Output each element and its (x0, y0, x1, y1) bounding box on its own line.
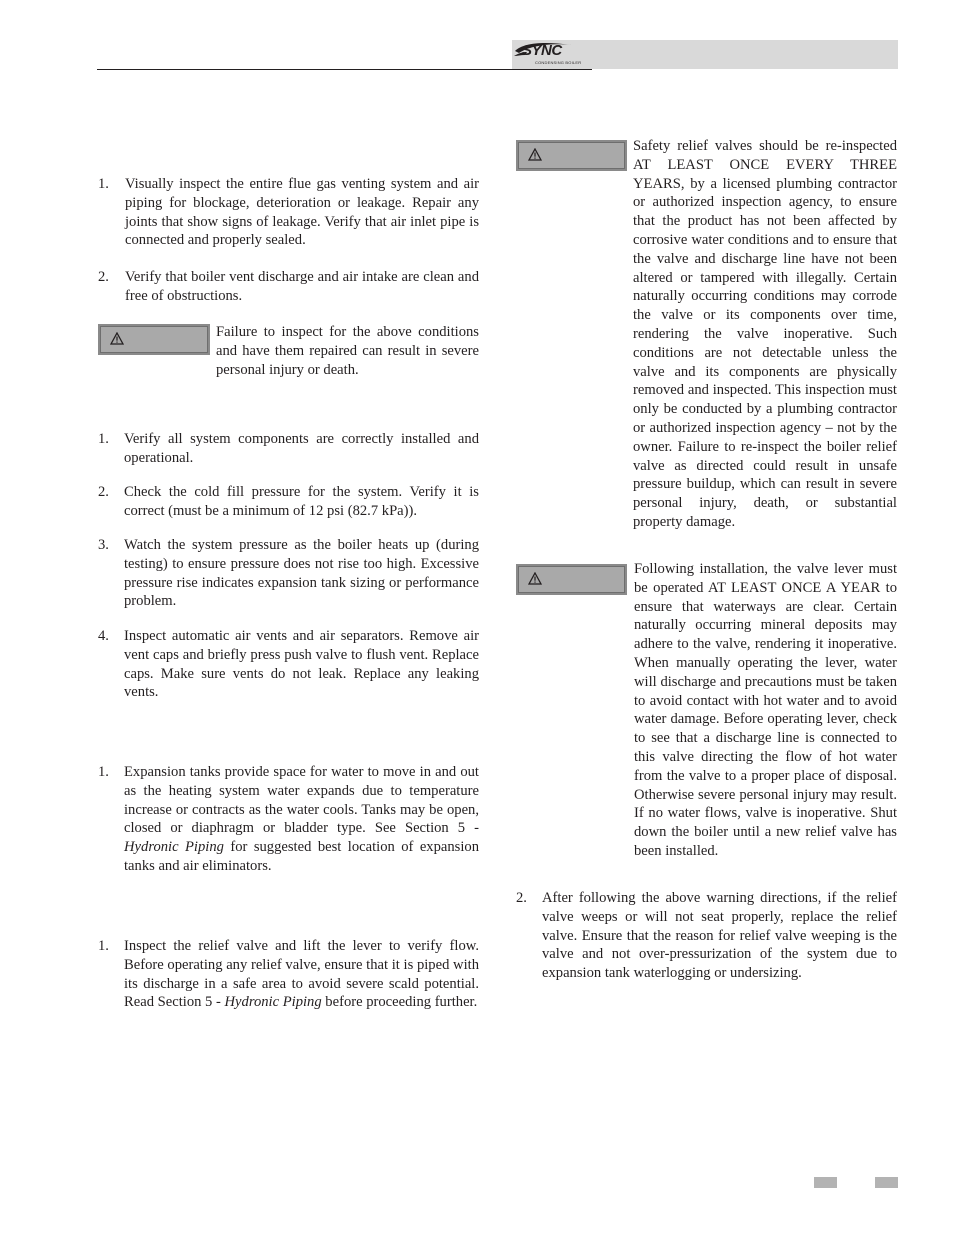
list-number: 2. (98, 484, 109, 500)
warning-label (516, 140, 627, 171)
text-part: for suggested best location of expansion tanks and air eliminators. (124, 839, 480, 874)
list-item: Watch the system pressure as the boiler heats up (during testing) to ensure pressure does not rise too high. Excessive pressure rise indicates expansion tank sizing or performance problem. (124, 537, 479, 610)
list-item (124, 763, 479, 876)
list-number: 1. (98, 176, 109, 192)
section-reference: Hydronic Piping (224, 994, 322, 1011)
list-number: 2. (516, 890, 527, 906)
text-part: before proceeding further. (321, 994, 478, 1011)
list-number: 1. (98, 938, 109, 954)
warning-triangle-icon (528, 148, 542, 161)
warning-text: Following installation, the valve lever must be operated AT LEAST ONCE A YEAR to ensure that waterways are clear. Certain naturally occurring mineral deposits may adhere to the valve, rendering it inoperative. When manually operating the lever, water will discharge and precautions must be taken to avoid contact with hot water and to avoid water damage. Before operating lever, check to see that a discharge line is connected to this valve directing the flow of hot water from the valve to a proper place of disposal. Otherwise severe personal injury may result. If no water flows, valve is inoperative. Shut down the boiler until a new relief valve has been installed. (634, 561, 897, 859)
list-number: 2. (98, 269, 109, 285)
list-item: Check the cold fill pressure for the system. Verify it is correct (must be a minimum of 12 psi (82.7 kPa)). (124, 484, 479, 519)
list-item (124, 937, 479, 1012)
warning-text: Safety relief valves should be re-inspected AT LEAST ONCE EVERY THREE YEARS, by a licensed plumbing contractor or authorized inspection agency, to ensure that the product has not been affected by corrosive water conditions and to ensure that the valve and discharge line have not been altered or tampered with illegally. Certain naturally occurring conditions may corrode the valve or its components over time, rendering the valve inoperative. Such conditions are not detectable unless the valve and its components are physically removed and inspected. This inspection must only be conducted by a plumbing contractor or authorized inspection agency – not by the owner. Failure to re-inspect the boiler relief valve as directed could result in unsafe pressure buildup, which can result in severe personal injury, death, or substantial property damage. (633, 138, 897, 530)
text-part: Inspect the relief valve and lift the lever to verify flow. Before operating any relief valve, ensure that it is piped with its discharge in a safe area to avoid severe scald potential. Read Section 5 - (124, 938, 479, 1011)
list-item: Inspect automatic air vents and air separators. Remove air vent caps and briefly press push valve to flush vent. Replace caps. Make sure vents do not leak. Replace any leaking vents. (124, 628, 479, 701)
warning-triangle-icon (110, 332, 124, 345)
list-item: Verify all system components are correctly installed and operational. (124, 431, 479, 466)
list-item: Visually inspect the entire flue gas venting system and air piping for blockage, deterioration or leakage. Repair any joints that show signs of leakage. Verify that air inlet pipe is connected and properly sealed. (125, 176, 479, 249)
header-rule (97, 69, 592, 70)
warning-text: Failure to inspect for the above conditions and have them repaired can result in severe personal injury or death. (216, 324, 479, 378)
list-number: 1. (98, 431, 109, 447)
warning-label (98, 324, 210, 355)
sync-logo (513, 41, 591, 67)
footer-page-tab (814, 1177, 837, 1188)
list-item: Verify that boiler vent discharge and air intake are clean and free of obstructions. (125, 269, 479, 304)
logo-wordmark: SYNC (522, 42, 562, 59)
warning-label (516, 564, 627, 595)
list-number: 4. (98, 628, 109, 644)
text-part: Expansion tanks provide space for water to move in and out as the heating system water expands due to temperature increase or contracts as the water cools. Tanks may be open, closed or diaphragm or bladder type. See Section 5 - (124, 764, 479, 837)
footer-page-tab (875, 1177, 898, 1188)
list-number: 3. (98, 537, 109, 553)
logo-subtitle: CONDENSING BOILER (535, 60, 582, 65)
list-number: 1. (98, 764, 109, 780)
warning-triangle-icon (528, 572, 542, 585)
list-item: After following the above warning directions, if the relief valve weeps or will not seat properly, replace the relief valve. Ensure that the reason for relief valve weeping is the valve and not over-pressurization of the system due to expansion tank waterlogging or undersizing. (542, 890, 897, 982)
section-reference: Hydronic Piping (124, 839, 224, 856)
